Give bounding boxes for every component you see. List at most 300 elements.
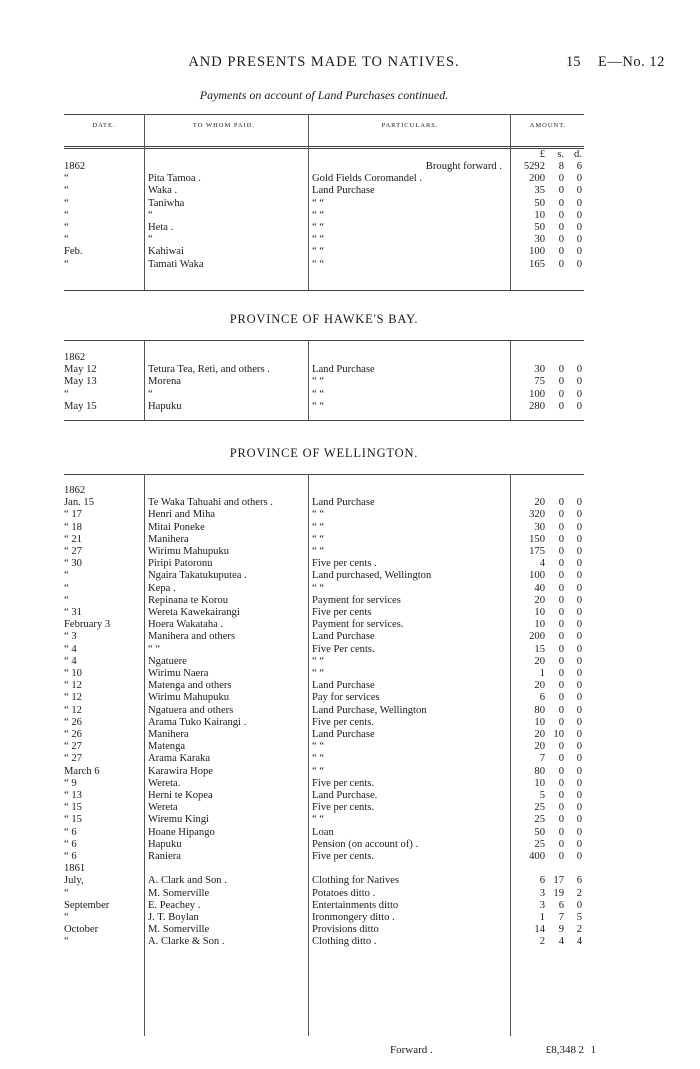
table-row [64,802,584,814]
pounds-cell: 6 [539,875,545,887]
pounds-cell: 14 [534,924,545,936]
date-cell: “ [64,222,69,233]
paid-to-cell: Wirimu Naera [148,668,209,679]
pounds-cell: 100 [529,388,545,400]
particulars-cell: Clothing for Natives [312,875,400,887]
paid-to-cell: Wirimu Mahupuku [148,546,230,557]
date-cell: “ 27 [64,741,82,753]
date-cell: 1862 [64,485,86,496]
table-row [64,222,584,234]
table-row [64,900,584,912]
paid-to-cell: Hoera Wakataha . [148,619,224,631]
date-cell: July, [64,875,84,887]
pence-cell: 0 [576,570,582,582]
pounds-cell: 400 [529,851,545,862]
paid-to-cell: Heta . [148,222,174,233]
paid-to-cell: Te Waka Tahuahi and others . [148,497,273,509]
paid-to-cell: Mitai Poneke [148,521,205,533]
particulars-cell: “ “ [312,582,325,594]
table-row [64,583,584,595]
particulars-cell: Land Purchase [312,185,375,197]
pounds-cell: 15 [534,643,545,655]
pence-cell: 0 [576,619,582,631]
date-cell: “ 12 [64,680,82,692]
pence-cell: 6 [576,875,582,887]
table-row [64,558,584,570]
column-header-paid: TO WHOM PAID. [192,122,256,129]
shillings-cell: 0 [558,376,564,388]
table-row [64,607,584,619]
date-cell: October [64,924,99,936]
pence-cell: 0 [576,521,582,533]
shillings-cell: 0 [558,838,564,850]
table-row [64,161,584,173]
date-cell: February 3 [64,619,111,631]
pence-cell: 5 [576,912,582,923]
pence-cell: 0 [576,741,582,753]
particulars-cell: Provisions ditto [312,924,379,936]
pounds-cell: 3 [539,899,545,911]
table-row [64,741,584,753]
paid-to-cell: Hapuku [148,400,182,412]
shillings-cell: 0 [558,364,564,376]
date-cell: “ 12 [64,704,82,716]
paid-to-cell: Ngaira Takatukuputea . [148,570,247,582]
table-row [64,210,584,222]
shillings-cell: 0 [558,607,564,618]
shillings-cell: 0 [558,619,564,631]
table-row [64,185,584,197]
paid-to-cell: Kahiwai [148,246,184,258]
paid-to-cell: Karawira Hope [148,765,214,777]
paid-to-cell: Wirimu Mahupuku [148,692,230,704]
table-row [64,851,584,863]
date-cell: “ 21 [64,533,82,545]
pounds-cell: 20 [534,655,545,667]
forward-pence: 1 [590,1044,596,1056]
shillings-cell: 6 [558,899,564,911]
particulars-cell: “ “ [312,222,325,233]
shillings-cell: 0 [558,209,564,221]
paid-to-cell: Matenga and others [148,680,232,692]
shillings-cell: 8 [558,161,564,172]
date-cell: “ 27 [64,753,82,765]
table-row [64,729,584,741]
table-row [64,656,584,668]
column-header-amount: AMOUNT. [529,122,567,129]
table-row [64,863,584,875]
shillings-cell: 0 [558,704,564,716]
pounds-cell: 1 [539,912,545,923]
particulars-cell: Five per cents. [312,802,375,814]
pence-cell: 0 [576,704,582,716]
date-cell: Feb. [64,246,83,258]
paid-to-cell: A. Clark and Son . [148,875,227,887]
particulars-cell: Entertainments ditto [312,899,399,911]
shillings-cell: 0 [558,222,564,233]
particulars-cell: “ “ [312,234,325,246]
pence-cell: 0 [576,729,582,740]
pence-cell: 0 [576,197,582,209]
pounds-cell: 320 [529,509,545,521]
pence-cell: 0 [576,607,582,618]
pounds-cell: 10 [534,716,545,728]
pence-cell: 0 [576,246,582,258]
shillings-cell: 0 [558,802,564,814]
pence-cell: 0 [576,753,582,765]
date-cell: “ [64,582,69,594]
date-cell: “ 26 [64,716,82,728]
particulars-cell: Land Purchase [312,680,375,692]
currency-pounds: £ [539,149,545,160]
pence-cell: 0 [576,509,582,521]
date-cell: May 12 [64,364,97,376]
pence-cell: 0 [576,364,582,376]
date-cell: “ [64,197,69,209]
shillings-cell: 0 [558,594,564,606]
table-top-rule [64,114,584,115]
pence-cell: 0 [576,790,582,801]
paid-to-cell: Matenga [148,741,186,753]
paid-to-cell: Ngatuera and others [148,704,234,716]
section-end-rule [64,290,584,291]
particulars-cell: “ “ [312,668,325,679]
pounds-cell: 25 [534,838,545,850]
paid-to-cell: Wereta [148,802,178,814]
pounds-cell: 165 [529,258,545,270]
paid-to-cell: Repinana te Korou [148,594,229,606]
table-row [64,692,584,704]
table-row [64,888,584,900]
date-cell: “ 26 [64,729,82,740]
pounds-cell: 75 [534,376,545,388]
table-row [64,485,584,497]
table-row [64,522,584,534]
particulars-cell: Payment for services. [312,619,404,631]
table-row [64,234,584,246]
paid-to-cell: Manihera [148,729,189,740]
paid-to-cell: Ngatuere [148,655,187,667]
shillings-cell: 10 [553,729,564,740]
shillings-cell: 0 [558,643,564,655]
paid-to-cell: Hoane Hipango [148,826,215,838]
shillings-cell: 0 [558,546,564,557]
shillings-cell: 0 [558,558,564,570]
paid-to-cell: “ [148,209,153,221]
table-row [64,259,584,271]
table-row [64,766,584,778]
table-row [64,924,584,936]
date-cell: “ 4 [64,655,77,667]
particulars-cell: Land Purchase. [312,790,378,801]
paid-to-cell: Kepa . [148,582,176,594]
table-row [64,570,584,582]
pounds-cell: 50 [534,826,545,838]
pounds-cell: 35 [534,185,545,197]
forward-shillings: 2 [578,1044,584,1056]
particulars-cell: “ “ [312,376,325,388]
shillings-cell: 0 [558,258,564,270]
page-title: AND PRESENTS MADE TO NATIVES. [188,54,460,70]
pence-cell: 0 [576,533,582,545]
column-header-particulars: PARTICULARS. [381,122,439,129]
table-row [64,717,584,729]
pence-cell: 0 [576,376,582,388]
table-row [64,376,584,388]
particulars-cell: Land Purchase, Wellington [312,704,427,716]
shillings-cell: 0 [558,570,564,582]
pounds-cell: 20 [534,741,545,753]
paid-to-cell: Manihera and others [148,631,236,643]
shillings-cell: 4 [558,936,564,948]
date-cell: “ [64,887,69,899]
date-cell: “ 15 [64,814,82,826]
date-cell: “ [64,912,69,923]
date-cell: “ 31 [64,607,82,618]
pence-cell: 0 [576,546,582,557]
particulars-cell: “ “ [312,741,325,753]
shillings-cell: 0 [558,668,564,679]
table-row [64,705,584,717]
table-row [64,364,584,376]
particulars-cell: Land Purchase [312,364,375,376]
date-cell: “ 15 [64,802,82,814]
particulars-cell: Payment for services [312,594,401,606]
date-cell: May 15 [64,400,97,412]
table-row [64,546,584,558]
paid-to-cell: Pita Tamoa . [148,173,201,185]
shillings-cell: 0 [558,777,564,789]
shillings-cell: 0 [558,509,564,521]
pounds-cell: 150 [529,533,545,545]
pence-cell: 6 [576,161,582,172]
pounds-cell: 2 [539,936,545,948]
shillings-cell: 19 [553,887,564,899]
pence-cell: 0 [576,716,582,728]
pounds-cell: 30 [534,364,545,376]
particulars-cell: Land Purchase [312,497,375,509]
table-row [64,534,584,546]
pence-cell: 0 [576,222,582,233]
date-cell: “ [64,209,69,221]
pounds-cell: 10 [534,209,545,221]
particulars-cell: Gold Fields Coromandel . [312,173,423,185]
page-header [0,54,700,74]
table-row [64,619,584,631]
table-row [64,198,584,210]
paid-to-cell: Hapuku [148,838,182,850]
pounds-cell: 200 [529,631,545,643]
paid-to-cell: M. Somerville [148,924,210,936]
date-cell: September [64,899,110,911]
shillings-cell: 0 [558,388,564,400]
particulars-cell: Land Purchase [312,631,375,643]
table-row [64,778,584,790]
paid-to-cell: Herni te Kopea [148,790,213,801]
paid-to-cell: Arama Tuko Kairangi . [148,716,247,728]
table-row [64,246,584,258]
currency-pence: d. [574,149,582,160]
particulars-cell: Five per cents [312,607,372,618]
page-subtitle: Payments on account of Land Purchases continued. [199,88,449,102]
pounds-cell: 20 [534,497,545,509]
section-end-rule [64,420,584,421]
table-row [64,401,584,413]
paid-to-cell: E. Peachey . [148,899,201,911]
table-row [64,912,584,924]
table-header-rule [64,146,584,147]
paid-to-cell: A. Clarke & Son . [148,936,225,948]
particulars-cell: “ “ [312,521,325,533]
paid-to-cell: Arama Karaka [148,753,211,765]
shillings-cell: 17 [553,875,564,887]
particulars-cell: Pay for services [312,692,380,704]
shillings-cell: 0 [558,765,564,777]
pounds-cell: 10 [534,607,545,618]
date-cell: “ 12 [64,692,82,704]
date-cell: 1862 [64,161,86,172]
particulars-cell: “ “ [312,533,325,545]
pounds-cell: 80 [534,704,545,716]
pounds-cell: 20 [534,680,545,692]
table-row [64,875,584,887]
date-cell: “ 3 [64,631,77,643]
paid-to-cell: M. Somerville [148,887,210,899]
date-cell: Jan. 15 [64,497,95,509]
date-cell: March 6 [64,765,100,777]
paid-to-cell: Waka . [148,185,178,197]
date-cell: “ 4 [64,643,77,655]
particulars-cell: Brought forward . [425,161,502,172]
particulars-cell: “ “ [312,753,325,765]
date-cell: “ 13 [64,790,82,801]
particulars-cell: Loan [312,826,334,838]
paid-to-cell: Wereta Kawekairangi [148,607,240,618]
shillings-cell: 0 [558,185,564,197]
shillings-cell: 0 [558,521,564,533]
shillings-cell: 0 [558,753,564,765]
paid-to-cell: Raniera [148,851,181,862]
shillings-cell: 0 [558,692,564,704]
pence-cell: 0 [576,838,582,850]
pence-cell: 0 [576,692,582,704]
date-cell: “ [64,185,69,197]
pence-cell: 0 [576,802,582,814]
date-cell: May 13 [64,376,97,388]
table-row [64,790,584,802]
pence-cell: 0 [576,234,582,246]
paid-to-cell: Taniwha [148,197,185,209]
pounds-cell: 200 [529,173,545,185]
pounds-cell: 25 [534,802,545,814]
shillings-cell: 0 [558,631,564,643]
pence-cell: 0 [576,680,582,692]
table-row [64,936,584,948]
particulars-cell: Potatoes ditto . [312,887,376,899]
pence-cell: 0 [576,400,582,412]
table-row [64,814,584,826]
shillings-cell: 0 [558,655,564,667]
pounds-cell: 25 [534,814,545,826]
paid-to-cell: Henri and Miha [148,509,216,521]
shillings-cell: 0 [558,851,564,862]
forward-label: Forward . [390,1044,433,1056]
section-title-hawkes-bay: PROVINCE OF HAWKE'S BAY. [229,312,419,326]
date-cell: “ [64,234,69,246]
shillings-cell: 0 [558,582,564,594]
particulars-cell: “ “ [312,765,325,777]
pounds-cell: 4 [539,558,545,570]
date-cell: “ [64,258,69,270]
pounds-cell: 5292 [523,161,545,172]
shillings-cell: 0 [558,826,564,838]
pence-cell: 0 [576,594,582,606]
page-number: 15 [566,54,581,70]
table-row [64,497,584,509]
date-cell: “ 30 [64,558,82,570]
pounds-cell: 50 [534,197,545,209]
particulars-cell: Five per cents. [312,777,375,789]
date-cell: 1862 [64,352,86,363]
paid-to-cell: Manihera [148,533,189,545]
date-cell: “ 18 [64,521,82,533]
table-row [64,389,584,401]
paid-to-cell: “ [148,388,153,400]
shillings-cell: 0 [558,234,564,246]
particulars-cell: “ “ [312,814,325,826]
table-row [64,173,584,185]
pence-cell: 0 [576,668,582,679]
paid-to-cell: Wiremu Kingi [148,814,210,826]
table-row [64,644,584,656]
pence-cell: 2 [576,924,582,936]
paid-to-cell: J. T. Boylan [148,912,199,923]
particulars-cell: Clothing ditto . [312,936,377,948]
shillings-cell: 0 [558,533,564,545]
date-cell: “ 6 [64,851,77,862]
pounds-cell: 6 [539,692,545,704]
particulars-cell: Land purchased, Wellington [312,570,432,582]
pounds-cell: 80 [534,765,545,777]
pence-cell: 0 [576,173,582,185]
date-cell: “ 6 [64,838,77,850]
pounds-cell: 20 [534,729,545,740]
pence-cell: 0 [576,643,582,655]
shillings-cell: 0 [558,173,564,185]
pounds-cell: 100 [529,570,545,582]
table-row [64,839,584,851]
shillings-cell: 0 [558,814,564,826]
pounds-cell: 280 [529,400,545,412]
pounds-cell: 50 [534,222,545,233]
shillings-cell: 0 [558,716,564,728]
currency-shillings: s. [557,149,564,160]
particulars-cell: “ “ [312,209,325,221]
pence-cell: 0 [576,631,582,643]
paid-to-cell: Tetura Tea, Reti, and others . [148,364,270,376]
particulars-cell: Five per cents. [312,851,375,862]
pence-cell: 4 [576,936,582,948]
particulars-cell: Pension (on account of) . [312,838,419,850]
particulars-cell: “ “ [312,388,325,400]
section-rule [64,340,584,341]
table-row [64,668,584,680]
shillings-cell: 0 [558,400,564,412]
pence-cell: 0 [576,765,582,777]
pence-cell: 0 [576,777,582,789]
pence-cell: 0 [576,209,582,221]
table-row [64,509,584,521]
